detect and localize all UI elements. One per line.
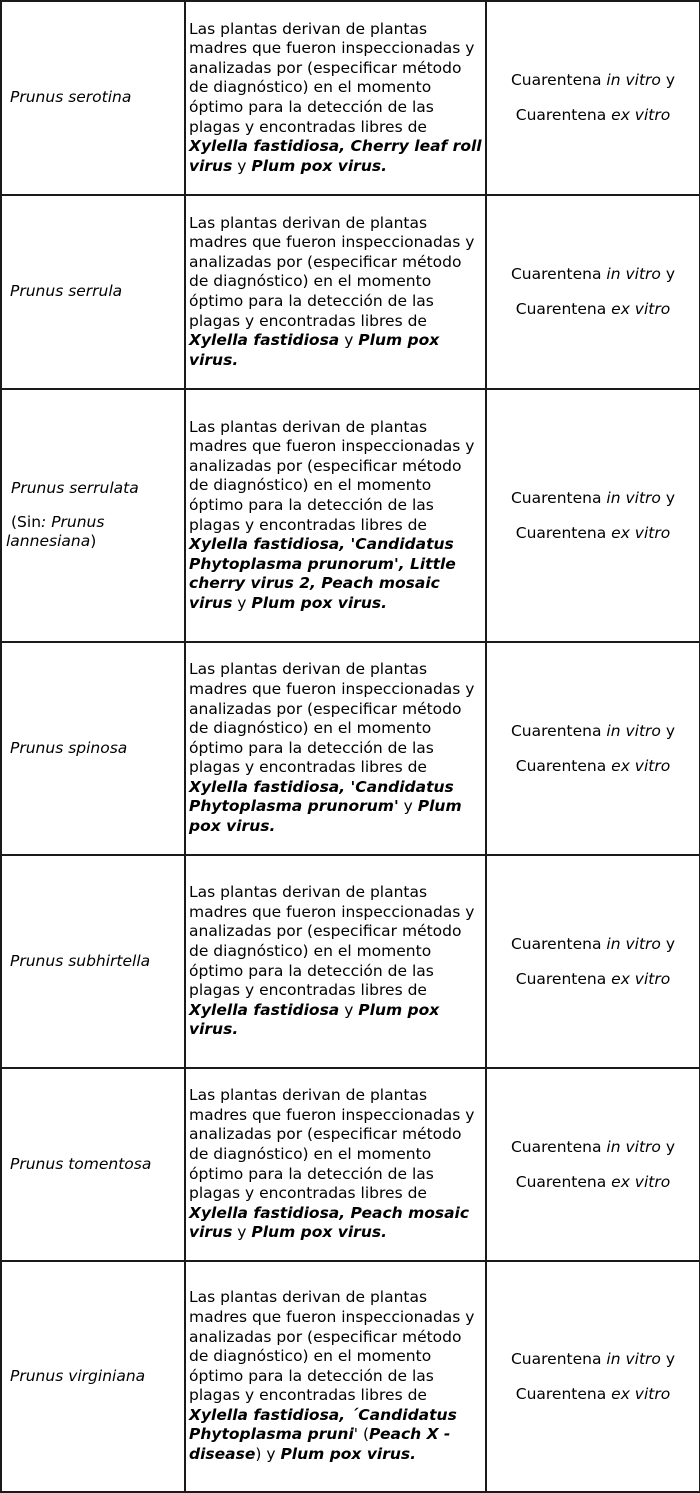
ex-vitro-term: ex vitro (611, 1384, 671, 1403)
description-cell (185, 855, 486, 1068)
plain-text: ' ( (353, 1425, 370, 1444)
in-vitro-term: in vitro (606, 488, 661, 507)
description-cell (185, 195, 486, 389)
in-vitro-term: in vitro (606, 1137, 661, 1156)
species-name: Prunus spinosa (10, 738, 128, 757)
description-cell (185, 1068, 486, 1261)
quarantine-word: Cuarentena (510, 71, 602, 89)
conjunction: y (665, 265, 676, 283)
pest-last: Plum pox virus. (280, 1445, 417, 1464)
quarantine-word: Cuarentena (510, 265, 602, 283)
conjunction: y (665, 488, 676, 507)
species-name: Prunus serrulata (11, 479, 139, 498)
table-row (1, 389, 700, 642)
species-cell (1, 1, 185, 195)
description-text: Las plantas derivan de plantas madres que fueron inspeccionadas y analizadas por (especificar método de diagnóstico) en el momento óptimo para la detección de las plagas y encontradas libres de (189, 1086, 475, 1203)
quarantine-cell (486, 1068, 700, 1261)
table-row (1, 1068, 700, 1261)
species-cell (1, 1068, 185, 1261)
table-row (1, 1, 700, 195)
description-cell (185, 1, 486, 195)
pest-list: Xylella fastidiosa, ´Candidatus Phytoplasma pruni (189, 1405, 457, 1444)
species-cell (1, 195, 185, 389)
quarantine-cell (486, 389, 700, 642)
species-name: Prunus serrula (10, 282, 123, 301)
quarantine-cell (486, 195, 700, 389)
conjunction: y (665, 1137, 676, 1156)
conjunction: y (665, 934, 676, 953)
pest-last: Plum pox virus. (189, 797, 462, 836)
ex-vitro-term: ex vitro (611, 756, 671, 775)
quarantine-cell (486, 642, 700, 855)
quarantine-word: Cuarentena (510, 934, 602, 953)
ex-vitro-term: ex vitro (611, 106, 671, 124)
quarantine-word: Cuarentena (510, 488, 602, 507)
table-row (1, 855, 700, 1068)
table-row (1, 195, 700, 389)
ex-vitro-term: ex vitro (611, 1172, 671, 1191)
synonym-colon: : (41, 512, 52, 531)
quarantine-word: Cuarentena (515, 756, 607, 775)
pest-list: Xylella fastidiosa, Cherry leaf roll virus (189, 137, 482, 175)
pest-last: Plum pox virus. (251, 156, 387, 175)
pest-list: Xylella fastidiosa, Peach mosaic virus (189, 1203, 470, 1242)
description-text: Las plantas derivan de plantas madres que fueron inspeccionadas y analizadas por (especificar método de diagnóstico) en el momento óptimo para la detección de las plagas y encontradas libres de (189, 660, 475, 777)
description-cell (185, 389, 486, 642)
synonym-close: ) (90, 532, 97, 551)
conjunction: y (232, 156, 252, 175)
description-cell (185, 1261, 486, 1492)
quarantine-word: Cuarentena (510, 1137, 602, 1156)
conjunction: y (232, 1223, 252, 1242)
description-text: Las plantas derivan de plantas madres que fueron inspeccionadas y analizadas por (especificar método de diagnóstico) en el momento óptimo para la detección de las plagas y encontradas libres de (189, 1288, 475, 1405)
in-vitro-term: in vitro (606, 1349, 661, 1368)
pest-list: Xylella fastidiosa (189, 331, 340, 350)
in-vitro-term: in vitro (606, 265, 661, 283)
species-cell (1, 642, 185, 855)
ex-vitro-term: ex vitro (611, 969, 671, 988)
description-text: Las plantas derivan de plantas madres que fueron inspeccionadas y analizadas por (especificar método de diagnóstico) en el momento óptimo para la detección de las plagas y encontradas libres de (189, 417, 475, 534)
ex-vitro-term: ex vitro (611, 523, 671, 542)
description-text: Las plantas derivan de plantas madres que fueron inspeccionadas y analizadas por (especificar método de diagnóstico) en el momento óptimo para la detección de las plagas y encontradas libres de (189, 883, 475, 1000)
ex-vitro-term: ex vitro (611, 300, 671, 318)
quarantine-word: Cuarentena (515, 300, 607, 318)
in-vitro-term: in vitro (606, 934, 661, 953)
species-name: Prunus tomentosa (10, 1154, 152, 1173)
pest-mid: Peach X - disease (189, 1425, 451, 1464)
in-vitro-term: in vitro (606, 721, 661, 740)
quarantine-cell (486, 1, 700, 195)
conjunction: y (339, 1000, 359, 1019)
description-text: Las plantas derivan de plantas madres que fueron inspeccionadas y analizadas por (especificar método de diagnóstico) en el momento óptimo para la detección de las plagas y encontradas libres de (189, 19, 475, 136)
species-name: Prunus virginiana (10, 1366, 146, 1385)
table-row (1, 642, 700, 855)
pest-list: Xylella fastidiosa (189, 1000, 340, 1019)
plain-text: ) y (255, 1445, 281, 1464)
pest-last: Plum pox virus. (251, 1223, 387, 1242)
species-name: Prunus subhirtella (10, 951, 151, 970)
table-row (1, 1261, 700, 1492)
quarantine-word: Cuarentena (515, 106, 607, 124)
species-cell (1, 855, 185, 1068)
conjunction: y (398, 797, 418, 816)
pest-list: Xylella fastidiosa, 'Candidatus Phytoplasma prunorum' (189, 777, 454, 816)
quarantine-cell (486, 855, 700, 1068)
quarantine-word: Cuarentena (515, 1172, 607, 1191)
synonym-name: Prunus lannesiana (6, 512, 105, 551)
description-cell (185, 642, 486, 855)
species-cell (1, 389, 185, 642)
quarantine-word: Cuarentena (515, 523, 607, 542)
description-text: Las plantas derivan de plantas madres que fueron inspeccionadas y analizadas por (especificar método de diagnóstico) en el momento óptimo para la detección de las plagas y encontradas libres de (189, 213, 475, 330)
conjunction: y (665, 71, 676, 89)
species-cell (1, 1261, 185, 1492)
quarantine-word: Cuarentena (510, 1349, 602, 1368)
pest-last: Plum pox virus. (251, 593, 387, 612)
quarantine-cell (486, 1261, 700, 1492)
conjunction: y (665, 1349, 676, 1368)
conjunction: y (232, 593, 252, 612)
pest-last: Plum pox virus. (189, 331, 440, 369)
conjunction: y (339, 331, 359, 350)
conjunction: y (665, 721, 676, 740)
quarantine-word: Cuarentena (515, 1384, 607, 1403)
pest-last: Plum pox virus. (189, 1000, 440, 1039)
quarantine-word: Cuarentena (515, 969, 607, 988)
in-vitro-term: in vitro (606, 71, 661, 89)
synonym-label: (Sin (11, 512, 42, 531)
species-name: Prunus serotina (10, 88, 132, 107)
pest-list: Xylella fastidiosa, 'Candidatus Phytoplasma prunorum', Little cherry virus 2, Peach mosaic virus (189, 535, 456, 612)
quarantine-word: Cuarentena (510, 721, 602, 740)
synonym (6, 513, 180, 552)
